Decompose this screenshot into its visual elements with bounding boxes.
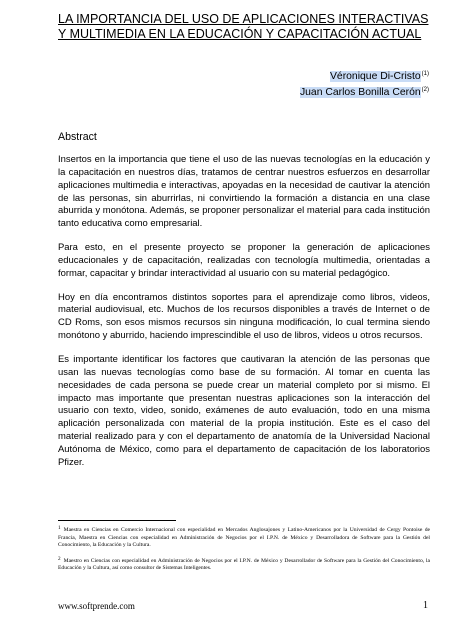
footer-url: www.softprende.com — [58, 601, 135, 611]
footnote-2 — [58, 556, 430, 573]
paper-title-line-2: Y MULTIMEDIA EN LA EDUCACIÓN Y CAPACITACIÓN ACTUAL — [58, 27, 422, 41]
footnote-1-mark: 1 — [58, 525, 61, 531]
abstract-paragraph-3: Hoy en día encontramos distintos soportes para el aprendizaje como libros, videos, material audiovisual, etc. Muchos de los recursos disponibles a través de Internet o de CD Roms, son esos mismos recursos sin ninguna modificación, lo cual termina siendo monótono y aburrido, haciendo imprescindible el uso de libros, videos u otros recursos. — [58, 291, 430, 342]
abstract-body — [58, 154, 430, 481]
footnote-separator — [58, 520, 176, 521]
abstract-paragraph-2: Para esto, en el presente proyecto se proponer la generación de aplicaciones educacionales y de capacitación, realizadas con tecnología multimedia, orientadas a formar, capacitar y brindar interactividad al usuario con su material pedagógico. — [58, 242, 430, 279]
paper-title-line-1: LA IMPORTANCIA DEL USO DE APLICACIONES INTERACTIVAS — [58, 12, 429, 26]
author-2 — [300, 84, 429, 100]
author-2-name: Juan Carlos Bonilla Cerón — [299, 86, 421, 98]
footnotes — [58, 525, 430, 579]
abstract-paragraph-4: Es importante identificar los factores que cautivaran la atención de las personas que usan las nuevas tecnologías como base de su formación. Al tomar en cuenta las necesidades de cada persona se puede crear un material completo por si mismo. El impacto mas importante que presentan nuestras aplicaciones son la interacción del usuario con texto, video, sonido, exámenes de auto evaluación, todo en una misma aplicación personalizada con material de la propia institución. Este es el caso del material realizado para y con el departamento de anatomía de la Universidad Nacional Autónoma de México, como para el departamento de capacitación de los laboratorios Pfizer. — [58, 353, 430, 468]
author-1 — [300, 68, 429, 84]
author-block — [300, 68, 429, 99]
author-1-footnote-mark: (1) — [421, 71, 429, 77]
paper-title — [58, 12, 438, 42]
footnote-1 — [58, 525, 430, 550]
author-1-name: Véronique Di-Cristo — [329, 71, 421, 82]
footnote-2-mark: 2 — [58, 555, 61, 562]
abstract-heading: Abstract — [58, 131, 97, 143]
footnote-1-text: Maestra en Ciencias en Comercio Internacional con especialidad en Mercados Anglosajones y Latino-Americanos por la Universidad de Cergy Pontoise de Francia, Maestra en Ciencias con especialidad en Administración de Negocios por el I.P.N. de México y Desarrolladora de Software para la Gestión del Conocimiento, la Educación y la Cultura. — [58, 527, 430, 549]
abstract-paragraph-1: Insertos en la importancia que tiene el uso de las nuevas tecnologías en la educación y la capacitación en nuestros días, tratamos de centrar nuestros esfuerzos en desarrollar aplicaciones multimedia e interactivas, apoyadas en la necesidad de cautivar la atención de las personas, sin aburrirlas, ni convirtiendo la formación a distancia en una clase aburrida y monótona. Además, se proponer personalizar el material para cada institución tanto educativa como empresarial. — [58, 154, 430, 230]
footnote-2-text: Maestro en Ciencias con especialidad en Administración de Negocios por el I.P.N. de México y Desarrollador de Software para la Gestión del Conocimiento, la Educación y la Cultura, así como consultor de Sistemas Inteligentes. — [58, 557, 430, 572]
author-2-footnote-mark: (2) — [421, 86, 429, 93]
page-number: 1 — [423, 600, 428, 611]
